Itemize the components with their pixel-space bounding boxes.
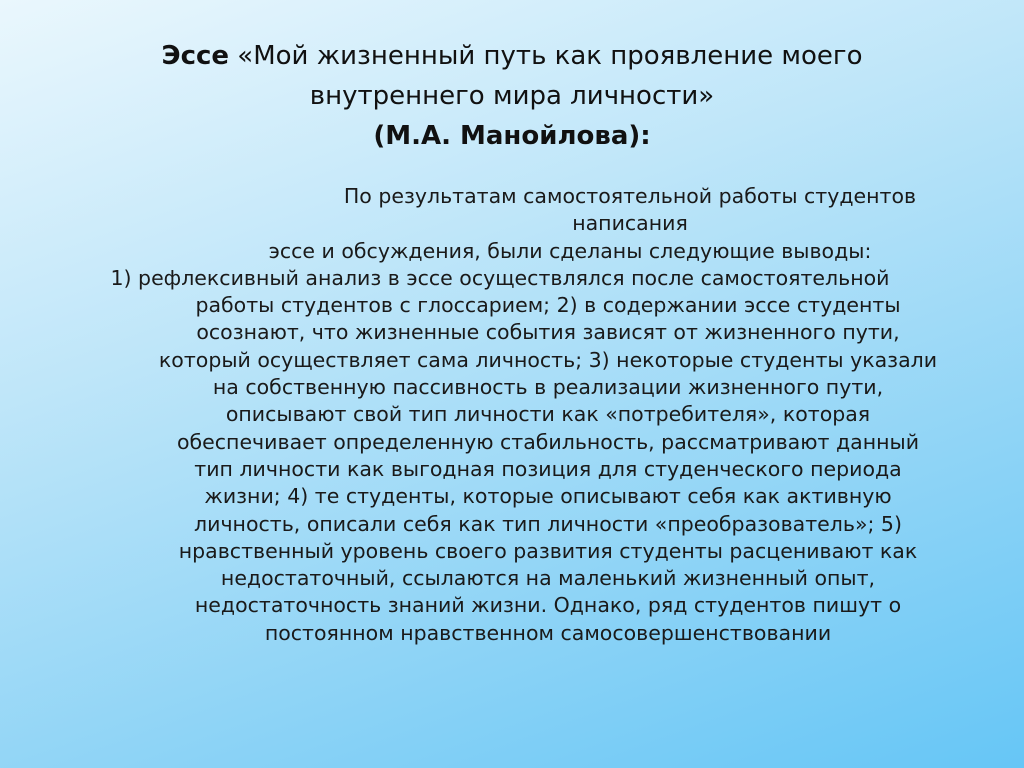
conclusion-line: недостаточность знаний жизни. Однако, ряд студентов пишут о — [194, 593, 902, 618]
conclusion-line: 1) рефлексивный анализ в эссе осуществлялся после самостоятельной — [110, 265, 890, 290]
conclusions-paragraph — [70, 265, 960, 647]
conclusion-line: постоянном нравственном самосовершенствовании — [264, 620, 832, 645]
intro-line-2: эссе и обсуждения, были сделаны следующие выводы: — [268, 238, 872, 263]
conclusion-line: тип личности как выгодная позиция для студенческого периода — [194, 456, 902, 481]
conclusion-line: описывают свой тип личности как «потребителя», которая — [225, 402, 871, 427]
title-bold-word: Эссе — [161, 41, 230, 71]
title-text: «Мой жизненный путь как проявление моего внутреннего мира личности» — [229, 41, 863, 111]
conclusion-line: который осуществляет сама личность; 3) некоторые студенты указали — [158, 347, 938, 372]
conclusion-line: обеспечивает определенную стабильность, рассматривают данный — [176, 429, 920, 454]
conclusion-line: осознают, что жизненные события зависят от жизненного пути, — [196, 320, 900, 345]
title-author: (М.А. Манойлова): — [373, 121, 651, 151]
intro-line-1: По результатам самостоятельной работы студентов написания — [343, 184, 917, 236]
conclusion-line: личность, описали себя как тип личности «преобразователь»; 5) — [194, 511, 902, 536]
slide-body — [70, 183, 960, 647]
conclusion-line: нравственный уровень своего развития студенты расценивают как — [178, 538, 918, 563]
conclusion-line: работы студентов с глоссарием; 2) в содержании эссе студенты — [195, 293, 901, 318]
conclusion-line: жизни; 4) те студенты, которые описывают себя как активную — [204, 484, 892, 509]
conclusion-line: на собственную пассивность в реализации жизненного пути, — [212, 375, 884, 400]
intro-paragraph — [180, 183, 960, 265]
conclusion-line: недостаточный, ссылаются на маленький жизненный опыт, — [220, 566, 876, 591]
slide-title — [90, 36, 934, 156]
